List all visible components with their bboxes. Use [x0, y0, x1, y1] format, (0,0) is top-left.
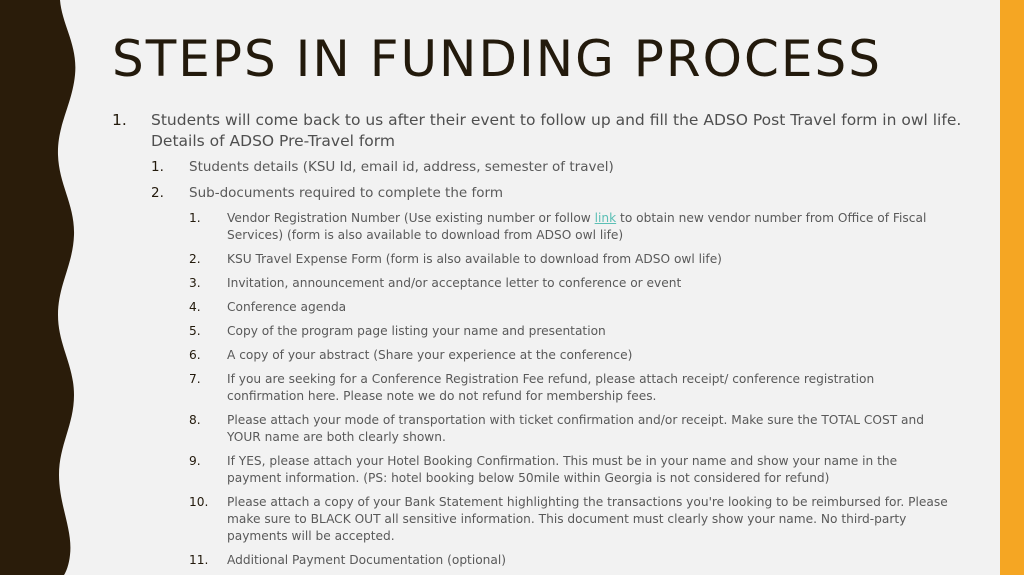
list-item-text: Sub-documents required to complete the form: [189, 185, 503, 201]
list-item-text: Additional Payment Documentation (optional): [227, 553, 507, 567]
list-item-text: Students will come back to us after their event to follow up and fill the ADSO Post Travel form in owl life. Details of ADSO Pre-Travel form: [151, 111, 962, 150]
list-item-text: Students details (KSU Id, email id, address, semester of travel): [189, 159, 614, 175]
left-wavy-band: [0, 0, 80, 575]
list-number: 1.: [189, 211, 201, 225]
document-item: [189, 275, 962, 292]
list-item-level1: [112, 110, 962, 152]
slide-content: [112, 110, 962, 575]
list-item-text-before: Vendor Registration Number (Use existing number or follow: [227, 211, 595, 225]
list-number: 9.: [189, 454, 201, 468]
right-accent-bar: [1000, 0, 1024, 575]
list-item-text: A copy of your abstract (Share your experience at the conference): [227, 348, 633, 362]
list-number: 3.: [189, 276, 201, 290]
document-item: [189, 210, 962, 244]
list-number: 1.: [151, 159, 164, 175]
list-number: 4.: [189, 300, 201, 314]
document-item: [189, 494, 962, 545]
list-number: 2.: [189, 252, 201, 266]
list-number: 5.: [189, 324, 201, 338]
list-number: 8.: [189, 413, 201, 427]
sub-list-item: [151, 158, 962, 176]
list-item-text: If YES, please attach your Hotel Booking Confirmation. This must be in your name and show your name in the payment information. (PS: hotel booking below 50mile within Georgia is not considered for refund): [227, 454, 898, 485]
wavy-band-shape: [0, 0, 75, 575]
document-item: [189, 453, 962, 487]
document-item: [189, 347, 962, 364]
list-item-text: Conference agenda: [227, 300, 347, 314]
list-number: 11.: [189, 553, 209, 567]
list-number: 10.: [189, 495, 209, 509]
list-item-text: Invitation, announcement and/or acceptance letter to conference or event: [227, 276, 682, 290]
document-item: [189, 299, 962, 316]
list-item-text: KSU Travel Expense Form (form is also available to download from ADSO owl life): [227, 252, 722, 266]
document-item: [189, 552, 962, 569]
sub-list-item: [151, 184, 962, 202]
documents-list: [189, 210, 962, 569]
sub-list: [151, 158, 962, 202]
list-item-text: Please attach a copy of your Bank Statement highlighting the transactions you're looking to be reimbursed for. Please make sure to BLACK OUT all sensitive information. This document must clearly show your name. No third-party payments will be accepted.: [227, 495, 948, 543]
list-number: 6.: [189, 348, 201, 362]
list-item-text: If you are seeking for a Conference Registration Fee refund, please attach receipt/ conference registration confirmation here. Please note we do not refund for membership fees.: [227, 372, 875, 403]
list-number: 7.: [189, 372, 201, 386]
document-item: [189, 251, 962, 268]
vendor-link[interactable]: link: [594, 211, 617, 225]
document-item: [189, 371, 962, 405]
list-item-text: Copy of the program page listing your name and presentation: [227, 324, 606, 338]
list-item-text-after: to obtain new vendor number from Office of Fiscal Services) (form is also available to download from ADSO owl life): [227, 211, 927, 242]
document-item: [189, 412, 962, 446]
list-number: 1.: [112, 111, 127, 129]
document-item: [189, 323, 962, 340]
slide-title: STEPS IN FUNDING PROCESS: [112, 30, 882, 88]
list-number: 2.: [151, 185, 164, 201]
list-item-text: Please attach your mode of transportation with ticket confirmation and/or receipt. Make sure the TOTAL COST and YOUR name are both clearly shown.: [227, 413, 924, 444]
